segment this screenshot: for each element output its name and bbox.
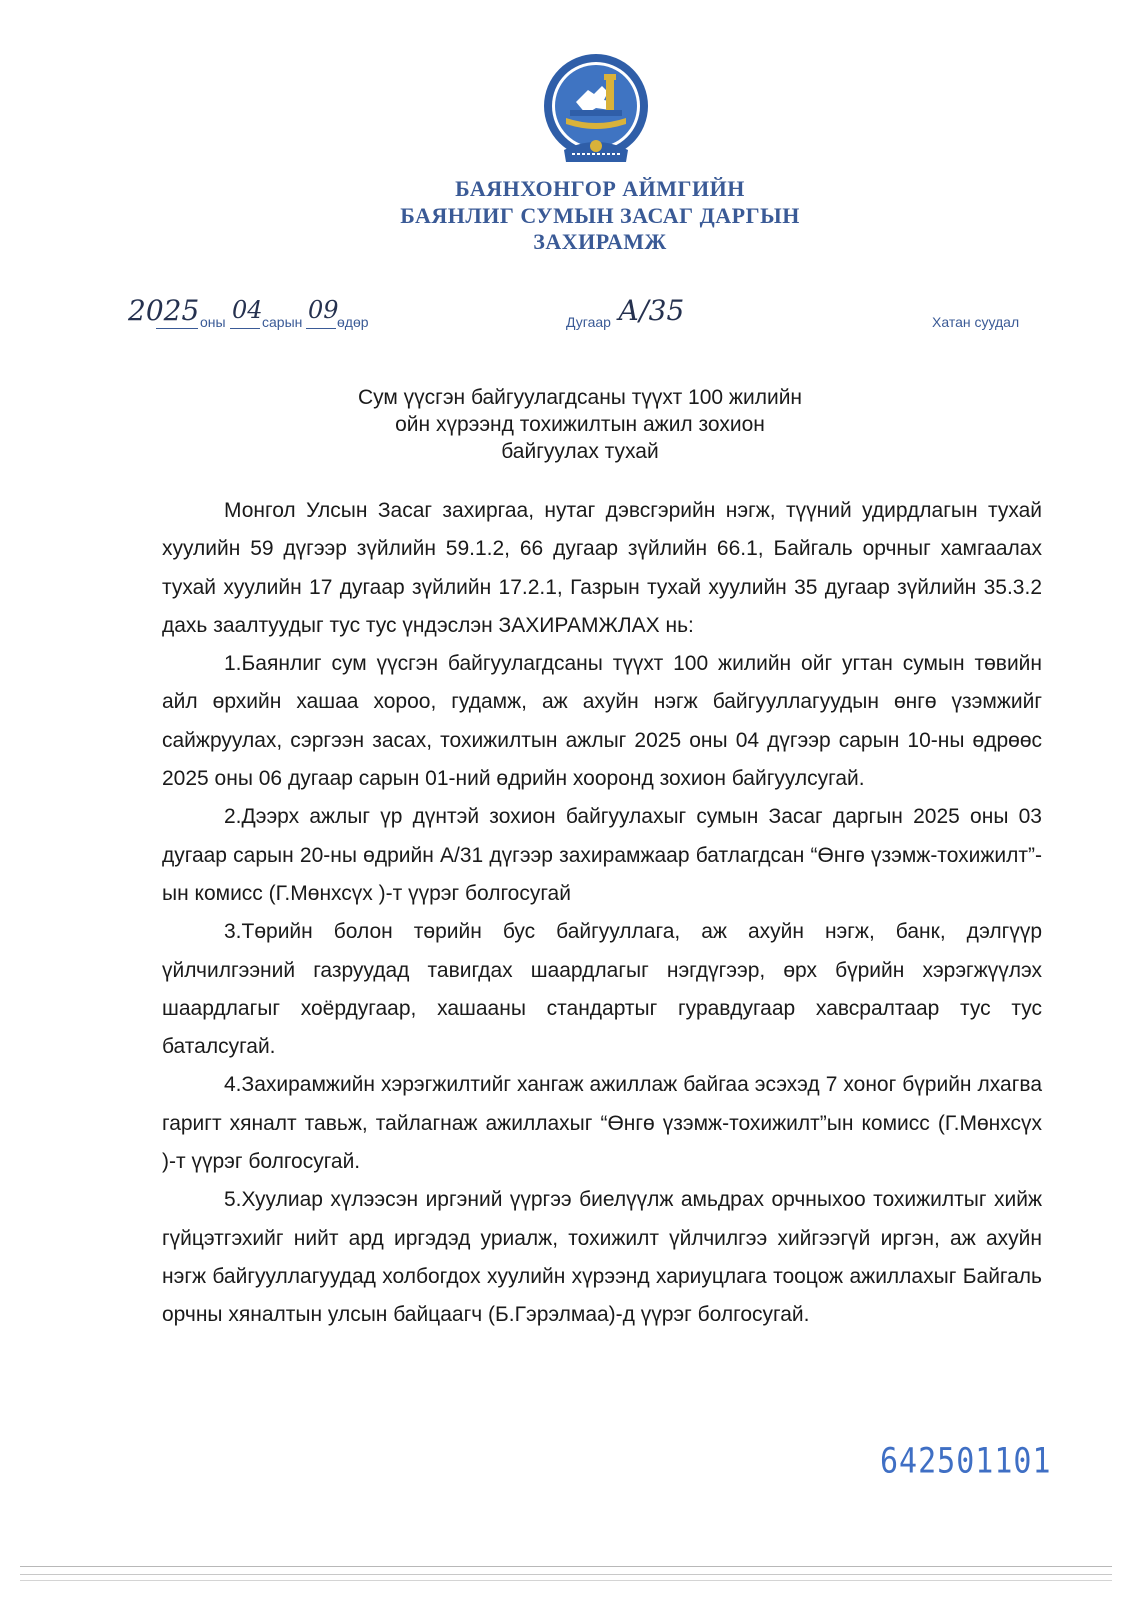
month-underline — [230, 328, 260, 329]
state-emblem-icon — [536, 50, 656, 170]
header-line-sum-governor: БАЯНЛИГ СУМЫН ЗАСАГ ДАРГЫН — [400, 203, 800, 228]
page-bottom-rule — [20, 1566, 1112, 1567]
serial-stamp-number: 642501101 — [880, 1441, 1052, 1482]
header-line-aimag: БАЯНХОНГОР АЙМГИЙН — [455, 176, 745, 201]
subject-line-3: байгуулах тухай — [501, 440, 659, 463]
decree-meta-row — [0, 294, 1132, 348]
decree-item-3: 3.Төрийн болон төрийн бус байгууллага, аж ахуйн нэгж, банк, дэлгүүр үйлчилгээний газруудад тавигдах шаардлагыг нэгдүгээр, өрх бүрийн хэрэгжүүлэх шаардлагыг хоёрдугаар, хашааны стандартыг гуравдугаар хавсралтаар тус тус баталсугай. — [162, 920, 1042, 1059]
page-bottom-rule — [20, 1580, 1112, 1581]
decree-item-2: 2.Дээрх ажлыг үр дүнтэй зохион байгуулахыг сумын Засаг даргын 2025 оны 03 дугаар сарын 20-ны өдрийн А/31 дүгээр захирамжаар батлагдсан “Өнгө үзэмж-тохижилт”-ын комисс (Г.Мөнхсүх )-т үүрэг болгосугай — [162, 805, 1042, 905]
month-label: сарын — [262, 314, 303, 330]
year-label: оны — [200, 314, 226, 330]
year-underline — [156, 328, 198, 329]
date-year-handwritten: 2025 — [128, 294, 200, 327]
decree-item-1: 1.Баянлиг сум үүсгэн байгуулагдсаны түүхт 100 жилийн ойг угтан сумын төвийн айл өрхийн хашаа хороо, гудамж, аж ахуйн нэгж байгууллагуудын өнгө үзэмжийг сайжруулах, сэргээн засах, тохижилтын ажлыг 2025 оны 04 дүгээр сарын 10-ны өдрөөс 2025 оны 06 дугаар сарын 01-ний өдрийн хооронд зохион байгуулсугай. — [162, 652, 1042, 791]
page-bottom-rule — [20, 1574, 1112, 1575]
decree-number-handwritten: А/35 — [618, 294, 685, 327]
day-underline — [306, 328, 336, 329]
decree-item-5: 5.Хуулиар хүлээсэн иргэний үүргээ биелүүлж амьдрах орчныхоо тохижилтыг хийж гүйцэтгэхийг нийт ард иргэдэд уриалж, тохижилт үйлчилгээ хийгээгүй иргэн, аж ахуйн нэгж байгууллагуудад холбогдох хуулийн хүрээнд хариуцлага тооцож ажиллахыг Байгаль орчны хяналтын улсын байцаагч (Б.Гэрэлмаа)-д үүрэг болгосугай. — [162, 1188, 1042, 1327]
decree-subject — [280, 384, 880, 465]
date-day-handwritten: 09 — [308, 296, 339, 324]
header-line-decree: ЗАХИРАМЖ — [533, 229, 667, 254]
number-label: Дугаар — [566, 314, 611, 330]
date-month-handwritten: 04 — [232, 296, 263, 324]
decree-item-4: 4.Захирамжийн хэрэгжилтийг хангаж ажиллаж байгаа эсэхэд 7 хоног бүрийн лхагва гаригт хяналт тавьж, тайлагнаж ажиллахыг “Өнгө үзэмж-тохижилт”ын комисс (Г.Мөнхсүх )-т үүрэг болгосугай. — [162, 1073, 1042, 1174]
decree-body — [162, 492, 1042, 1335]
place-name: Хатан суудал — [932, 314, 1020, 330]
body-intro-paragraph: Монгол Улсын Засаг захиргаа, нутаг дэвсгэрийн нэгж, түүний удирдлагын тухай хуулийн 59 дүгээр зүйлийн 59.1.2, 66 дугаар зүйлийн 66.1, Байгаль орчныг хамгаалах тухай хуулийн 17 дугаар зүйлийн 17.2.1, Газрын тухай хуулийн 35 дугаар зүйлийн 35.3.2 дахь заалтуудыг тус тус үндэслэн ЗАХИРАМЖЛАХ нь: — [162, 499, 1042, 637]
day-label: өдөр — [337, 314, 369, 330]
subject-line-2: ойн хүрээнд тохижилтын ажил зохион — [395, 413, 765, 436]
subject-line-1: Сум үүсгэн байгуулагдсаны түүхт 100 жилийн — [357, 386, 803, 409]
